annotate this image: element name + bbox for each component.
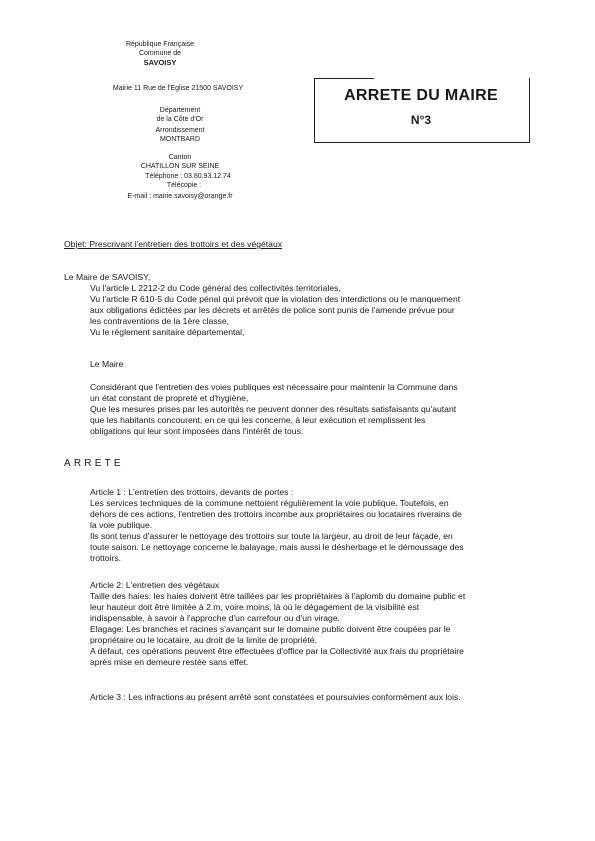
preamble-vu-2-line-1: Vu l'article R 610-5 du Code pénal qui prévoit que la violation des interdictions ou le manquement [90,294,461,304]
article-2-line-3: indispensable, à savoir à l'approche d'un carrefour ou d'un virage. [90,613,340,623]
considerant-line-1: Considérant que l'entretien des voies publiques est nécessaire pour maintenir la Commune dans [90,382,458,392]
considerant-line-4: que les habitants concourent, en ce qui les concerne, à leur exécution et remplissent les [90,415,426,425]
article-1-line-1: Les services techniques de la commune nettoient régulièrement la voie publique. Toutefois, en [90,498,449,508]
article-1-line-4: Ils sont tenus d'assurer le nettoyage des trottoirs sur toute la largeur, au droit de leur façade, en [90,531,453,541]
arrete-heading: ARRETE [64,458,124,469]
objet-text: : Prescrivant l'entretien des trottoirs et des végétaux [84,239,283,249]
telephone: Téléphone : 03.80.93.12.74 [145,173,231,180]
article-1-line-6: trottoirs. [90,553,122,563]
article-2-line-5: propriétaire ou le locataire, au droit de la limite de propriété. [90,635,317,645]
republic-label: République Française [125,41,195,48]
email: E-mail : mairie.savoisy@orange.fr [127,193,233,200]
preamble-vu-2-line-2: aux obligations édictées par les décrets et arrêtés de police sont punis de l'amende prévue pour [90,305,455,315]
article-2-line-7: après mise en demeure restée sans effet. [90,657,249,667]
objet-line [64,239,282,249]
departement-label: Département [159,107,201,114]
preamble-intro: Le Maire de SAVOISY, [64,272,151,282]
considerant-line-3: Que les mesures prises par les autorités ne peuvent donner des résultats satisfaisants qu'autant [90,404,457,414]
le-maire: Le Maire [90,359,124,369]
article-2-line-6: A défaut, ces opérations peuvent être effectuées d'office par la Collectivité aux frais du propriétaire [90,646,464,656]
commune-name: SAVOISY [143,58,177,67]
article-1-line-5: toute saison. Le nettoyage concerne le balayage, mais aussi le désherbage et le démoussage des [90,542,464,552]
mairie-address: Mairie 11 Rue de l'Eglise 21500 SAVOISY [112,85,244,92]
article-2-title: Article 2: L'entretien des végétaux [90,580,220,590]
arrondissement-label: Arrondissement [155,127,205,134]
canton-label: Canton [168,154,192,161]
commune-label: Commune de [138,50,182,57]
article-3-text: Article 3 : Les infractions au présent arrêté sont constatées et poursuivies conformément aux lois. [90,692,461,702]
preamble-vu-3: Vu le règlement sanitaire départemental, [90,327,245,337]
preamble-vu-1: Vu l'article L 2212-2 du Code général des collectivités territoriales, [90,283,341,293]
departement-value: de la Côte d'Or [156,116,204,123]
preamble-vu-2-line-3: les contraventions de la 1ère classe, [90,316,230,326]
article-1-title: Article 1 : L'entretien des trottoirs, devants de portes : [90,487,294,497]
arrondissement-value: MONTBARD [159,136,201,143]
canton-value: CHATILLON SUR SEINE [140,163,220,170]
arrete-title: ARRETE DU MAIRE [344,87,498,104]
article-2-line-2: leur hauteur doit être limitée à 2 m, voire moins, là où le dégagement de la visibilité est [90,602,420,612]
article-1-line-2: dehors de ces actions, l'entretien des trottoirs incombe aux propriétaires ou locataires riverains de [90,509,462,519]
article-2-line-1: Taille des haies: les haies doivent être taillées par les propriétaires à l'aplomb du domaine public et [90,591,466,601]
considerant-line-5: obligations qui leur sont imposées dans l'intérêt de tous. [90,426,304,436]
article-1-line-3: la voie publique. [90,520,153,530]
article-2-line-4: Elagage: Les branches et racines s'avançant sur le domaine public doivent être coupées par le [90,624,451,634]
considerant-line-2: un état constant de propreté et d'hygiène, [90,393,249,403]
arrete-number: N°3 [410,113,432,127]
objet-label: Objet [64,239,85,249]
telecopie: Télécopie : [166,182,202,189]
